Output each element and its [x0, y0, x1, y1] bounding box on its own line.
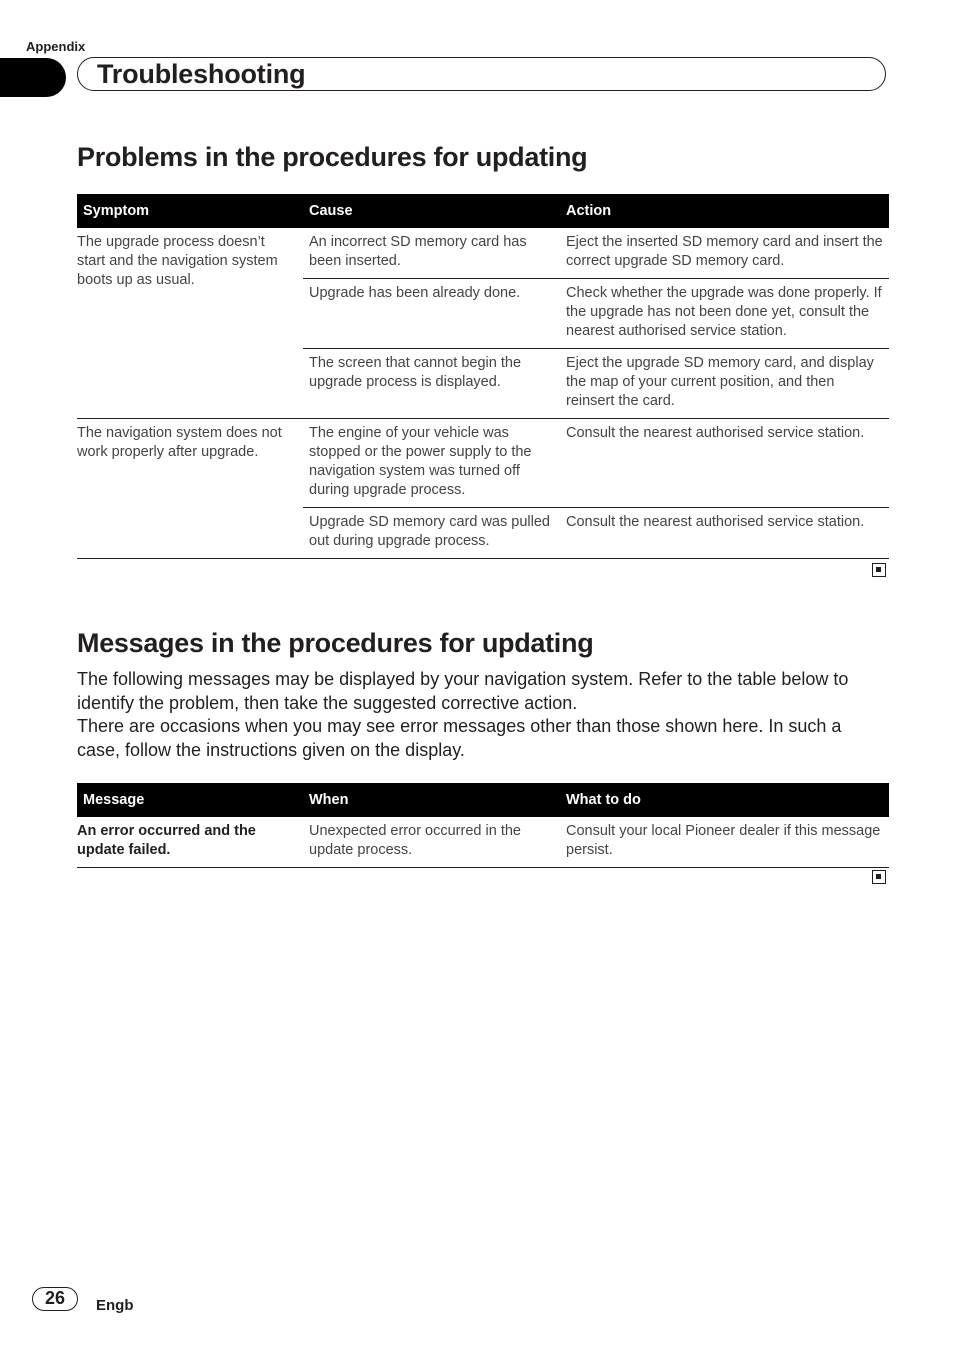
appendix-label: Appendix [26, 39, 86, 54]
action-cell: Eject the inserted SD memory card and insert the correct upgrade SD memory card. [560, 228, 889, 279]
cause-cell: The engine of your vehicle was stopped or the power supply to the navigation system was turned off during upgrade process. [303, 419, 560, 508]
section-end-mark [872, 870, 886, 884]
intro-paragraph: There are occasions when you may see error messages other than those shown here. In such a case, follow the instructions given on the display. [77, 716, 842, 760]
messages-table [77, 783, 889, 868]
table-row [77, 817, 889, 868]
table-row [77, 228, 889, 279]
column-header-symptom: Symptom [77, 194, 303, 228]
column-header-action: Action [560, 194, 889, 228]
action-cell: Consult the nearest authorised service station. [560, 508, 889, 559]
message-cell: An error occurred and the update failed. [77, 817, 303, 868]
intro-paragraph: The following messages may be displayed by your navigation system. Refer to the table below to identify the problem, then take the suggested corrective action. [77, 669, 849, 713]
section-banner [77, 57, 886, 91]
problems-table [77, 194, 889, 559]
section-title: Troubleshooting [97, 59, 306, 89]
messages-intro [77, 668, 887, 762]
cause-cell: The screen that cannot begin the upgrade process is displayed. [303, 349, 560, 419]
symptom-cell: The navigation system does not work properly after upgrade. [77, 419, 303, 559]
language-code: Engb [96, 1297, 134, 1314]
table-row [77, 419, 889, 508]
section-end-mark [872, 563, 886, 577]
problems-heading: Problems in the procedures for updating [77, 142, 588, 172]
what-to-do-cell: Consult your local Pioneer dealer if this message persist. [560, 817, 889, 868]
column-header-message: Message [77, 783, 303, 817]
when-cell: Unexpected error occurred in the update process. [303, 817, 560, 868]
symptom-cell: The upgrade process doesn’t start and the navigation system boots up as usual. [77, 228, 303, 419]
table-header-row [77, 194, 889, 228]
cause-cell: Upgrade has been already done. [303, 279, 560, 349]
table-header-row [77, 783, 889, 817]
column-header-cause: Cause [303, 194, 560, 228]
action-cell: Eject the upgrade SD memory card, and display the map of your current position, and then reinsert the card. [560, 349, 889, 419]
cause-cell: An incorrect SD memory card has been inserted. [303, 228, 560, 279]
action-cell: Check whether the upgrade was done properly. If the upgrade has not been done yet, consult the nearest authorised service station. [560, 279, 889, 349]
column-header-when: When [303, 783, 560, 817]
column-header-what-to-do: What to do [560, 783, 889, 817]
cause-cell: Upgrade SD memory card was pulled out during upgrade process. [303, 508, 560, 559]
action-cell: Consult the nearest authorised service station. [560, 419, 889, 508]
page-number: 26 [32, 1287, 78, 1311]
section-tab-marker [0, 58, 66, 97]
messages-heading: Messages in the procedures for updating [77, 628, 594, 658]
